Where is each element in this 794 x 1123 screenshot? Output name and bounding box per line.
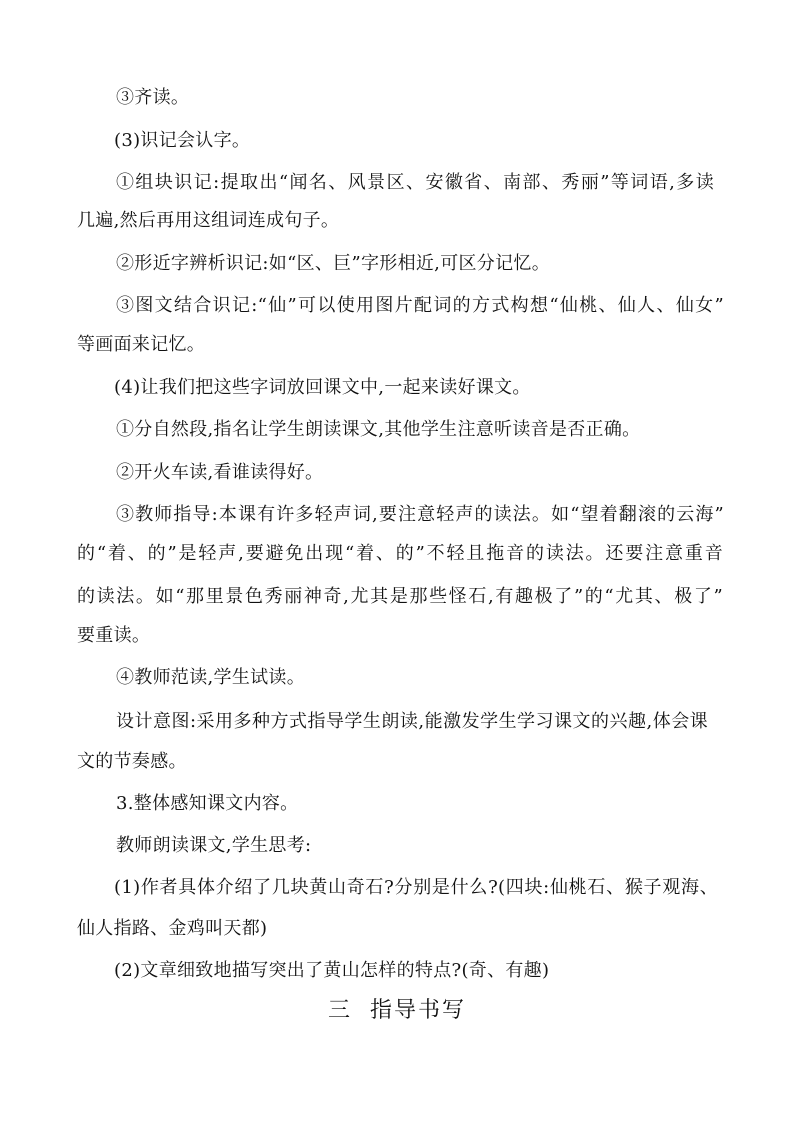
text-line: (4)让我们把这些字词放回课文中,一起来读好课文。 bbox=[114, 377, 531, 398]
text-line: 的“着、的”是轻声,要避免出现“着、的”不轻且拖音的读法。还要注意重音 bbox=[77, 543, 723, 564]
text-line: 教师朗读课文,学生思考: bbox=[116, 835, 312, 856]
text-line: ③齐读。 bbox=[116, 87, 190, 108]
text-line: 设计意图:采用多种方式指导学生朗读,能激发学生学习课文的兴趣,体会课 bbox=[116, 711, 708, 732]
text-line: ③教师指导:本课有许多轻声词,要注意轻声的读法。如“望着翻滚的云海” bbox=[116, 504, 724, 525]
section-title: 指导书写 bbox=[370, 998, 467, 1023]
text-line: ③图文结合识记:“仙”可以使用图片配词的方式构想“仙桃、仙人、仙女” bbox=[116, 295, 724, 316]
section-heading bbox=[0, 998, 794, 1024]
text-line: (3)识记会认字。 bbox=[114, 130, 251, 151]
text-line: (2)文章细致地描写突出了黄山怎样的特点?(奇、有趣) bbox=[114, 960, 550, 981]
text-line: ②开火车读,看谁读得好。 bbox=[116, 462, 324, 483]
section-number: 三 bbox=[327, 998, 352, 1023]
text-line: ①组块识记:提取出“闻名、风景区、安徽省、南部、秀丽”等词语,多读 bbox=[116, 172, 714, 193]
text-line: 3.整体感知课文内容。 bbox=[116, 793, 299, 814]
text-line: (1)作者具体介绍了几块黄山奇石?分别是什么?(四块:仙桃石、猴子观海、 bbox=[114, 877, 718, 898]
text-line: ②形近字辨析识记:如“区、巨”字形相近,可区分记忆。 bbox=[116, 253, 550, 274]
text-line: 要重读。 bbox=[77, 625, 151, 646]
text-line: 仙人指路、金鸡叫天都) bbox=[77, 918, 268, 939]
text-line: 的读法。如“那里景色秀丽神奇,尤其是那些怪石,有趣极了”的“尤其、极了” bbox=[77, 586, 723, 607]
text-line: 几遍,然后再用这组词连成句子。 bbox=[77, 210, 340, 231]
text-line: ①分自然段,指名让学生朗读课文,其他学生注意听读音是否正确。 bbox=[116, 419, 641, 440]
text-line: 等画面来记忆。 bbox=[77, 334, 206, 355]
text-line: ④教师范读,学生试读。 bbox=[116, 667, 306, 688]
text-line: 文的节奏感。 bbox=[77, 751, 187, 772]
